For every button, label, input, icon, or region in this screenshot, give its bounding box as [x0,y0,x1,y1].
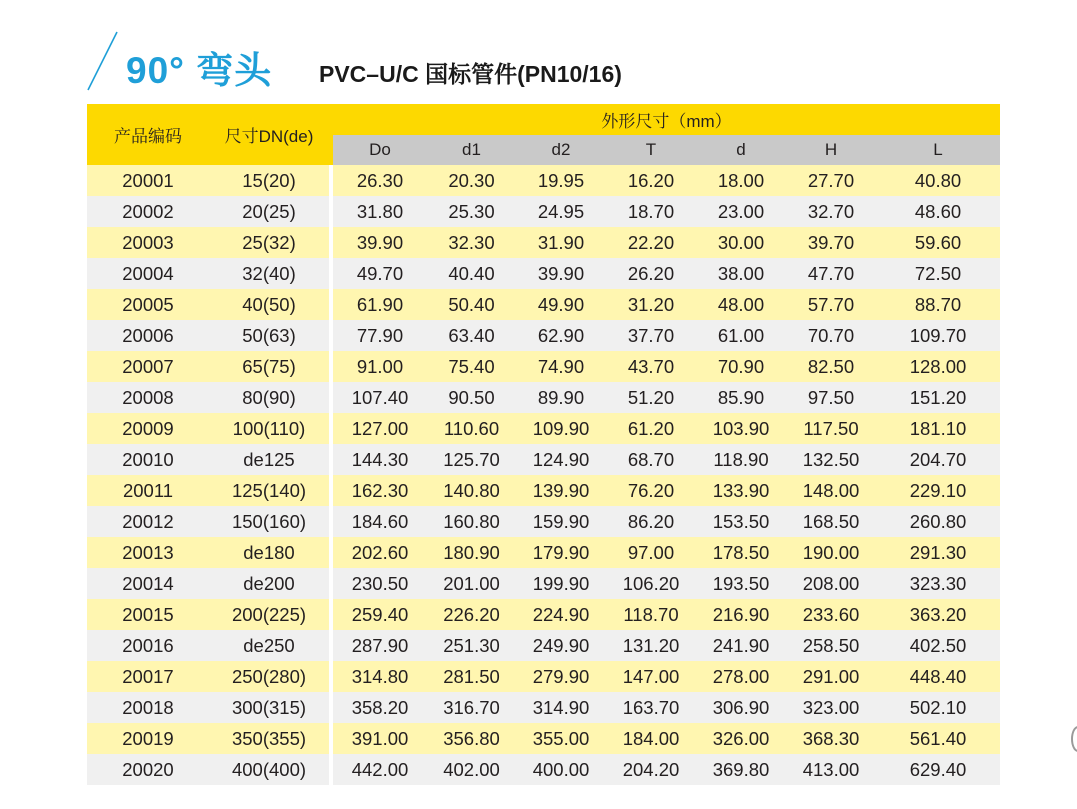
dimension-cell: 62.90 [516,320,606,351]
dimension-cell: 148.00 [786,475,876,506]
dimension-cell: 19.95 [516,165,606,196]
dimension-cell: 241.90 [696,630,786,661]
dimension-cell: 279.90 [516,661,606,692]
size-cell: 350(355) [209,723,329,754]
table-row [87,165,1000,196]
dimension-cell: 70.90 [696,351,786,382]
size-cell: 65(75) [209,351,329,382]
dimension-cell: 75.40 [427,351,516,382]
table-row [87,444,1000,475]
dimension-cell: 159.90 [516,506,606,537]
dimension-cell: 97.50 [786,382,876,413]
dimension-cell: 402.50 [876,630,1000,661]
dimension-cell: 109.70 [876,320,1000,351]
dimension-cell: 413.00 [786,754,876,785]
dimension-cell: 201.00 [427,568,516,599]
dimension-cell: 89.90 [516,382,606,413]
dimension-cell: 181.10 [876,413,1000,444]
dimension-cell: 306.90 [696,692,786,723]
dimension-cell: 400.00 [516,754,606,785]
size-cell: 400(400) [209,754,329,785]
dimension-cell: 39.90 [516,258,606,289]
table-row [87,351,1000,382]
dimension-cell: 204.20 [606,754,696,785]
product-code-cell: 20013 [87,537,209,568]
column-header-t: T [606,135,696,165]
dimension-cell: 61.20 [606,413,696,444]
dimension-cell: 180.90 [427,537,516,568]
dimension-cell: 208.00 [786,568,876,599]
dimension-cell: 61.90 [333,289,427,320]
dimension-cell: 16.20 [606,165,696,196]
dimension-cell: 88.70 [876,289,1000,320]
dimension-cell: 278.00 [696,661,786,692]
dimension-cell: 326.00 [696,723,786,754]
dimension-cell: 199.90 [516,568,606,599]
size-cell: 125(140) [209,475,329,506]
dimension-cell: 72.50 [876,258,1000,289]
size-cell: de180 [209,537,329,568]
product-code-cell: 20017 [87,661,209,692]
dimension-cell: 32.30 [427,227,516,258]
column-header-size: 尺寸DN(de) [209,104,329,165]
size-cell: 50(63) [209,320,329,351]
column-header-d2: d2 [516,135,606,165]
column-header-l: L [876,135,1000,165]
dimension-cell: 18.00 [696,165,786,196]
dimension-cell: 391.00 [333,723,427,754]
dimension-cell: 26.20 [606,258,696,289]
dimension-cell: 49.70 [333,258,427,289]
dimension-cell: 77.90 [333,320,427,351]
dimension-cell: 18.70 [606,196,696,227]
product-code-cell: 20004 [87,258,209,289]
page-header [86,30,986,92]
product-code-cell: 20005 [87,289,209,320]
dimension-cell: 369.80 [696,754,786,785]
dimension-cell: 110.60 [427,413,516,444]
size-cell: 20(25) [209,196,329,227]
column-header-h: H [786,135,876,165]
dimension-cell: 25.30 [427,196,516,227]
dimension-cell: 314.90 [516,692,606,723]
table-row [87,630,1000,661]
dimension-cell: 107.40 [333,382,427,413]
dimension-cell: 106.20 [606,568,696,599]
page-title: 90° 弯头 [126,50,273,91]
dimension-cell: 291.30 [876,537,1000,568]
dimension-cell: 229.10 [876,475,1000,506]
dimension-cell: 230.50 [333,568,427,599]
column-header-d: d [696,135,786,165]
dimension-cell: 68.70 [606,444,696,475]
dimension-cell: 31.20 [606,289,696,320]
dimension-cell: 127.00 [333,413,427,444]
dimension-cell: 355.00 [516,723,606,754]
table-row [87,289,1000,320]
dimension-cell: 24.95 [516,196,606,227]
dimension-cell: 368.30 [786,723,876,754]
product-code-cell: 20016 [87,630,209,661]
dimension-cell: 233.60 [786,599,876,630]
product-code-cell: 20009 [87,413,209,444]
table-row [87,227,1000,258]
dimension-cell: 323.00 [786,692,876,723]
dimension-cell: 43.70 [606,351,696,382]
dimension-cell: 118.70 [606,599,696,630]
product-code-cell: 20011 [87,475,209,506]
dimension-cell: 502.10 [876,692,1000,723]
column-group-header: 外形尺寸（mm） [333,104,1000,135]
dimension-cell: 258.50 [786,630,876,661]
dimension-cell: 323.30 [876,568,1000,599]
dimension-cell: 179.90 [516,537,606,568]
dimension-cell: 57.70 [786,289,876,320]
dimension-cell: 31.90 [516,227,606,258]
dimension-cell: 82.50 [786,351,876,382]
dimension-cell: 118.90 [696,444,786,475]
size-cell: 300(315) [209,692,329,723]
dimension-cell: 133.90 [696,475,786,506]
page-subtitle: PVC–U/C 国标管件(PN10/16) [319,61,622,87]
table-body [87,165,1000,785]
dimension-cell: 23.00 [696,196,786,227]
table-row [87,506,1000,537]
dimension-cell: 124.90 [516,444,606,475]
table-row [87,661,1000,692]
dimension-cell: 287.90 [333,630,427,661]
size-cell: de200 [209,568,329,599]
dimension-cell: 184.00 [606,723,696,754]
dimension-cell: 144.30 [333,444,427,475]
product-code-cell: 20018 [87,692,209,723]
dimension-cell: 49.90 [516,289,606,320]
dimension-cell: 32.70 [786,196,876,227]
size-cell: 40(50) [209,289,329,320]
slash-decoration-icon [86,30,120,92]
dimension-cell: 153.50 [696,506,786,537]
dimension-cell: 147.00 [606,661,696,692]
table-row [87,537,1000,568]
table-row [87,692,1000,723]
dimension-cell: 70.70 [786,320,876,351]
product-code-cell: 20019 [87,723,209,754]
dimension-cell: 27.70 [786,165,876,196]
dimension-cell: 91.00 [333,351,427,382]
size-cell: 100(110) [209,413,329,444]
dimension-cell: 448.40 [876,661,1000,692]
table-row [87,196,1000,227]
dimension-cell: 47.70 [786,258,876,289]
dimension-cell: 20.30 [427,165,516,196]
dimension-cell: 151.20 [876,382,1000,413]
dimension-cell: 281.50 [427,661,516,692]
dimension-cell: 260.80 [876,506,1000,537]
column-header-code: 产品编码 [87,104,209,165]
dimension-cell: 163.70 [606,692,696,723]
table-row [87,475,1000,506]
table-row [87,413,1000,444]
table-row [87,258,1000,289]
dimension-cell: 63.40 [427,320,516,351]
dimension-cell: 125.70 [427,444,516,475]
size-cell: de125 [209,444,329,475]
dimension-cell: 178.50 [696,537,786,568]
column-header-d1: d1 [427,135,516,165]
dimension-cell: 97.00 [606,537,696,568]
product-code-cell: 20001 [87,165,209,196]
product-code-cell: 20012 [87,506,209,537]
dimension-cell: 40.80 [876,165,1000,196]
size-cell: 25(32) [209,227,329,258]
spec-table [87,104,1000,785]
dimension-cell: 39.90 [333,227,427,258]
size-cell: 200(225) [209,599,329,630]
dimension-cell: 561.40 [876,723,1000,754]
dimension-cell: 140.80 [427,475,516,506]
dimension-cell: 251.30 [427,630,516,661]
product-code-cell: 20008 [87,382,209,413]
dimension-cell: 314.80 [333,661,427,692]
size-cell: 15(20) [209,165,329,196]
dimension-cell: 51.20 [606,382,696,413]
dimension-cell: 31.80 [333,196,427,227]
table-row [87,568,1000,599]
dimension-cell: 37.70 [606,320,696,351]
table-row [87,723,1000,754]
product-code-cell: 20002 [87,196,209,227]
dimension-cell: 249.90 [516,630,606,661]
dimension-cell: 193.50 [696,568,786,599]
dimension-cell: 40.40 [427,258,516,289]
dimension-cell: 316.70 [427,692,516,723]
dimension-cell: 74.90 [516,351,606,382]
size-cell: 32(40) [209,258,329,289]
dimension-cell: 131.20 [606,630,696,661]
dimension-cell: 139.90 [516,475,606,506]
dimension-cell: 442.00 [333,754,427,785]
product-code-cell: 20010 [87,444,209,475]
dimension-cell: 363.20 [876,599,1000,630]
table-row [87,754,1000,785]
size-cell: 150(160) [209,506,329,537]
product-code-cell: 20014 [87,568,209,599]
dimension-cell: 90.50 [427,382,516,413]
dimension-cell: 190.00 [786,537,876,568]
dimension-cell: 86.20 [606,506,696,537]
dimension-cell: 162.30 [333,475,427,506]
table-row [87,599,1000,630]
dimension-cell: 204.70 [876,444,1000,475]
dimension-cell: 117.50 [786,413,876,444]
size-cell: 80(90) [209,382,329,413]
product-code-cell: 20003 [87,227,209,258]
size-cell: 250(280) [209,661,329,692]
product-code-cell: 20020 [87,754,209,785]
size-cell: de250 [209,630,329,661]
table-row [87,320,1000,351]
product-code-cell: 20006 [87,320,209,351]
dimension-cell: 109.90 [516,413,606,444]
dimension-cell: 226.20 [427,599,516,630]
dimension-cell: 128.00 [876,351,1000,382]
dimension-cell: 76.20 [606,475,696,506]
dimension-cell: 48.60 [876,196,1000,227]
dimension-cell: 291.00 [786,661,876,692]
dimension-cell: 402.00 [427,754,516,785]
dimension-cell: 39.70 [786,227,876,258]
edge-decoration [1071,726,1077,752]
dimension-cell: 38.00 [696,258,786,289]
dimension-cell: 50.40 [427,289,516,320]
product-code-cell: 20015 [87,599,209,630]
dimension-cell: 160.80 [427,506,516,537]
dimension-cell: 184.60 [333,506,427,537]
dimension-cell: 103.90 [696,413,786,444]
dimension-cell: 224.90 [516,599,606,630]
column-header-do: Do [333,135,427,165]
dimension-cell: 22.20 [606,227,696,258]
dimension-cell: 168.50 [786,506,876,537]
spec-table-container [87,104,1000,785]
dimension-cell: 59.60 [876,227,1000,258]
dimension-cell: 85.90 [696,382,786,413]
dimension-cell: 30.00 [696,227,786,258]
dimension-cell: 202.60 [333,537,427,568]
dimension-cell: 48.00 [696,289,786,320]
dimension-cell: 629.40 [876,754,1000,785]
dimension-cell: 61.00 [696,320,786,351]
dimension-cell: 259.40 [333,599,427,630]
table-row [87,382,1000,413]
dimension-cell: 132.50 [786,444,876,475]
dimension-cell: 216.90 [696,599,786,630]
dimension-cell: 356.80 [427,723,516,754]
dimension-cell: 26.30 [333,165,427,196]
dimension-cell: 358.20 [333,692,427,723]
product-code-cell: 20007 [87,351,209,382]
